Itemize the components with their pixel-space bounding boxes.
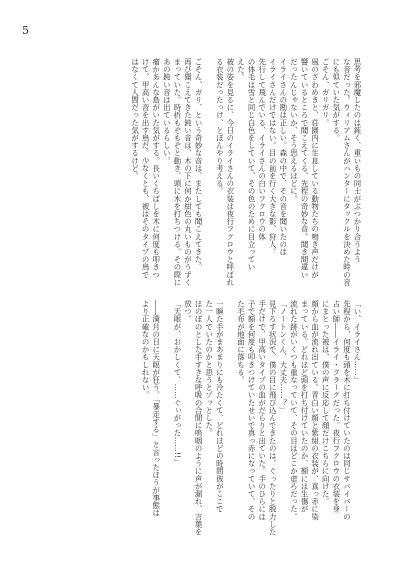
text-line: 風のざわめきと、荘園内に生息している動物たちの鳴き声だけが bbox=[310, 58, 320, 279]
text-line: 子で額を何度も叩きつけていたせいで真っ赤になっていて、その bbox=[247, 300, 257, 521]
text-line: ごそん、ガリ、という奇妙な音は、またしても聞こえてきた。 bbox=[194, 58, 204, 271]
text-line: 瘤かあんな島がいた気がする。長いくちばしを木に何度も叩きつ bbox=[151, 58, 161, 279]
text-line bbox=[203, 58, 214, 290]
text-line bbox=[224, 300, 235, 538]
text-line: 一瞬た手がまあまりにも冷たくて、どれほどの時間彼がここで bbox=[215, 300, 225, 513]
text-line bbox=[161, 300, 172, 538]
text-line: イライさんだけではない。目の前を行く大きな影、狩人。 bbox=[268, 58, 278, 256]
text-line: だったんじゃないか、そう思えるほどに。 bbox=[289, 58, 299, 203]
text-line: 「い、イライさん……」 bbox=[353, 300, 362, 384]
text-line: より正確なのかもしれない。 bbox=[141, 300, 151, 399]
text-line: た一人でいたのかと思うとゾッとした。 bbox=[204, 300, 214, 437]
text-line: にまとった被は、僕の声に反応して顔だけこちらに向けた。 bbox=[321, 300, 331, 506]
text-line: 再び聞こえてきた鈍い音は、木の下に何か紺色の丸いものがうずく bbox=[183, 58, 193, 286]
text-line: けて、甲高い音を出す鳥だ。少なくとも、被はそのタイプの鳥で bbox=[141, 58, 151, 279]
text-line: 見下ろす状況で、僕の目に飛び込んできたのは、ぐったりと脱力した bbox=[268, 300, 278, 536]
text-line: な音だった。ウィリアムさんがハンターにタックルを決めた時の音 bbox=[342, 58, 352, 286]
text-line: 手だけで、甲高いタイプの血がだらりと出ていた。手のひらには bbox=[257, 300, 267, 521]
text-line: た毛布が地面に落ちる。 bbox=[236, 300, 246, 384]
text-line: まっていた。時折もぞもぞと動き、頭に木を打ちつける。その際に bbox=[172, 58, 182, 286]
text-line: 顔から血が流れ出ている。青白い顔と紫紺の衣装が、真っ赤に染 bbox=[310, 300, 320, 521]
text-line: にも似ていた気がする。 bbox=[331, 58, 341, 142]
text-line: イライさんの勘は正しい。森の中で、その音を聞いたのは bbox=[278, 58, 288, 256]
text-line: 響いているところで聞こえてくる、先程の奇妙な音。聞き間違い bbox=[300, 58, 310, 279]
text-line: ほのぼのとした手すきな呼吸の合間に嗚咽のように声が漏れ、言葉を bbox=[194, 300, 204, 536]
text-line: まっている。どれほど頭を打ち付けていたのか、額には生傷が bbox=[300, 300, 310, 513]
text-line: 先行して飛んでいる、イライさんの白いフクロウの体 bbox=[257, 58, 267, 241]
text-line: 占い師――イライ・クラークだった。夜行フクロウの衣装を身 bbox=[331, 300, 341, 513]
text-line: あの鈍い音は出ているらしい。 bbox=[162, 58, 172, 165]
upper-text-block bbox=[32, 58, 362, 290]
text-line: ――満月の日に天眼が狂う。「暴走する」と言ったほうが事態は bbox=[151, 300, 161, 517]
text-line: えた。 bbox=[236, 58, 246, 81]
text-line: る衣装だったっけ、とぼんやり考える。 bbox=[215, 58, 225, 195]
lower-text-block bbox=[32, 300, 362, 538]
text-line: はなくて人間だった気がするけど。 bbox=[130, 58, 140, 180]
text-line: 被の姿を見るに、今日のイライさんの衣装は夜行フクロウと呼ばれ bbox=[225, 58, 235, 286]
page-number: 5 bbox=[22, 24, 29, 37]
text-line: 思考を邪魔したのは鈍く、重いもの同士がぶつかり合うよう bbox=[353, 58, 362, 264]
text-line: 先程から、何度も頭を木に打ち付けていたのは同じサバイバーの bbox=[342, 300, 352, 521]
text-line: の体毛は雪と同じ白色をしていて、その色のために目立ってい bbox=[247, 58, 257, 271]
text-line: 「天眼が、おかしくて、……ぐぃがった……!!」 bbox=[172, 300, 182, 466]
text-line: ごそん、ガリガリ。 bbox=[321, 58, 331, 127]
text-line: 放つ。 bbox=[183, 300, 193, 323]
text-line: 「ノートンくん、大丈夫……？」 bbox=[278, 300, 288, 414]
text-line: 流れた跡がいくつも重なっていて、その目はどこか虚ろだった。 bbox=[289, 300, 299, 521]
